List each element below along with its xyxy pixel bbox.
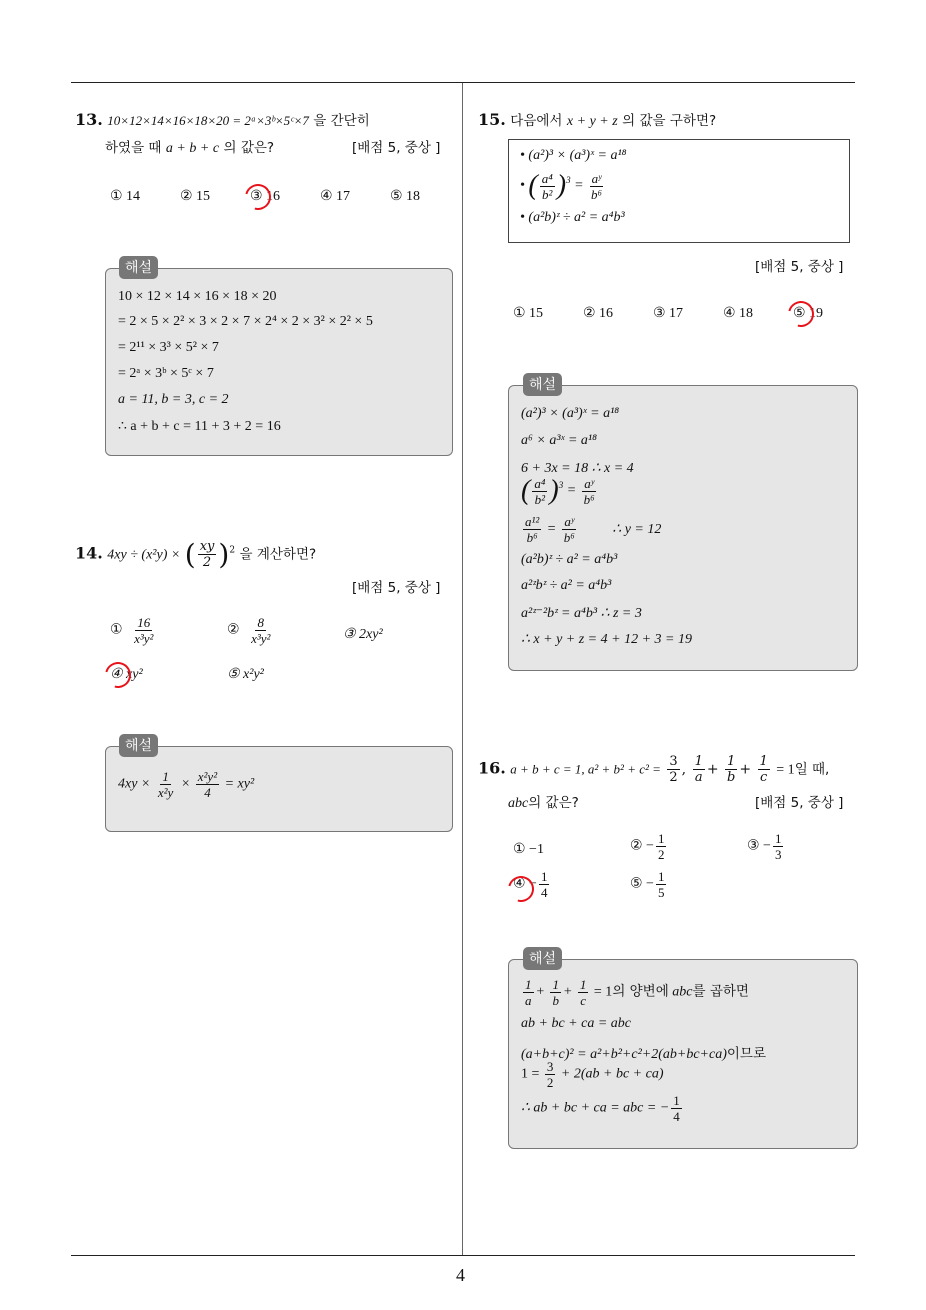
q14-solution-tag: 해설 <box>119 734 158 757</box>
q13-stem-text: 을 간단히 <box>313 113 370 129</box>
q13-option-4[interactable]: ④ 17 <box>320 189 351 204</box>
q14-solution: 4xy × $\frac{1}{\text{x²y}}$ × $\frac{\text{x²y²}}{4}$ = xy² <box>118 769 255 800</box>
bottom-rule <box>71 1255 855 1256</box>
q15-sol-line-3: 6 + 3x = 18 ∴ x = 4 <box>521 461 634 476</box>
q13-stem-math: 10×12×14×16×18×20 = 2ᵃ×3ᵇ×5ᶜ×7 <box>107 113 309 128</box>
q13-sol-line-6: ∴ a + b + c = 11 + 3 + 2 = 16 <box>118 419 281 434</box>
q16-sol-line-3: (a+b+c)² = a²+b²+c²+2(ab+bc+ca)이므로 <box>521 1046 766 1062</box>
q15-condition-3: • (a²b)ᶻ ÷ a² = a⁴b³ <box>520 210 625 225</box>
q15-sol-line-1: (a²)³ × (a³)ˣ = a¹⁸ <box>521 406 620 421</box>
q16-meta: [배점 5, 중상 ] <box>755 795 844 811</box>
q14-stem: 14. 4xy ÷ (x²y) × ( $\frac{xy}{2}$ )$^2$ 을 계산하면? <box>75 538 317 571</box>
q16-number: 16. <box>478 758 506 778</box>
q16-option-5[interactable]: ⑤ − $\frac{1}{5}$ <box>630 869 665 900</box>
q15-sol-line-7: a²ᶻbᶻ ÷ a² = a⁴b³ <box>521 578 612 593</box>
q16-option-4[interactable]: ④ − $\frac{1}{4}$ <box>513 869 548 900</box>
q13-solution-tag: 해설 <box>119 256 158 279</box>
q16-option-3[interactable]: ③ − $\frac{1}{3}$ <box>747 831 782 862</box>
q15-solution-tag: 해설 <box>523 373 562 396</box>
q14-option-5[interactable]: ⑤ x²y² <box>227 667 264 682</box>
q15-stem: 15. 다음에서 x + y + z 의 값을 구하면? <box>478 110 717 129</box>
q15-option-3[interactable]: ③ 17 <box>653 306 684 321</box>
q14-meta: [배점 5, 중상 ] <box>352 580 441 596</box>
q16-sol-line-4: 1 = $\frac{3}{2}$ + 2(ab + bc + ca) <box>521 1059 664 1090</box>
q15-option-5[interactable]: ⑤ 19 <box>793 306 824 321</box>
q15-option-2[interactable]: ② 16 <box>583 306 614 321</box>
q15-sol-line-8: a²ᶻ⁻²bᶻ = a⁴b³ ∴ z = 3 <box>521 606 642 621</box>
q13-answer-circle <box>240 179 276 215</box>
q14-option-2[interactable]: ② $\frac{8}{\text{x³y²}}$ <box>227 615 271 646</box>
q15-condition-2: • ( $\frac{\text{a⁴}}{\text{b²}}$ )$^3$ = $\frac{\text{aʸ}}{\text{b⁶}}$ <box>520 170 603 202</box>
q13-option-3[interactable]: ③ 16 <box>250 189 281 204</box>
q14-option-3[interactable]: ③ 2xy² <box>343 627 383 642</box>
q16-option-2[interactable]: ② − $\frac{1}{2}$ <box>630 831 665 862</box>
q14-answer-circle <box>100 657 136 693</box>
q13-option-2[interactable]: ② 15 <box>180 189 211 204</box>
q13-sol-line-3: = 2¹¹ × 3³ × 5² × 7 <box>118 340 219 355</box>
q14-number: 14. <box>75 543 103 563</box>
q13-sol-line-4: = 2ᵃ × 3ᵇ × 5ᶜ × 7 <box>118 366 214 381</box>
q13-option-1[interactable]: ① 14 <box>110 189 141 204</box>
q16-option-1[interactable]: ① −1 <box>513 842 544 857</box>
q16-sol-line-5: ∴ ab + bc + ca = abc = − $\frac{1}{4}$ <box>521 1093 680 1124</box>
q16-stem-line2: abc의 값은? <box>508 795 579 811</box>
q15-sol-line-5: $\frac{\text{a¹²}}{\text{b⁶}}$ = $\frac{\text{aʸ}}{\text{b⁶}}$ ∴ y = 12 <box>525 514 662 545</box>
q14-option-4[interactable]: ④ xy² <box>110 667 143 682</box>
q13-stem-line2: 하였을 때 a + b + c 의 값은? <box>105 140 275 156</box>
q13-stem-line1 <box>75 109 370 129</box>
q15-option-4[interactable]: ④ 18 <box>723 306 754 321</box>
q15-number: 15. <box>478 110 506 129</box>
q15-sol-line-2: a⁶ × a³ˣ = a¹⁸ <box>521 433 597 448</box>
q15-answer-circle <box>783 296 819 332</box>
q13-meta: [배점 5, 중상 ] <box>352 140 441 156</box>
q15-condition-1: • (a²)³ × (a³)ˣ = a¹⁸ <box>520 148 627 163</box>
q15-sol-line-6: (a²b)ᶻ ÷ a² = a⁴b³ <box>521 552 618 567</box>
q16-sol-line-1: $\frac{1}{a}$ + $\frac{1}{b}$ + $\frac{1}{c}$ = 1의 양변에 abc를 곱하면 <box>525 977 749 1008</box>
page-number: 4 <box>456 1265 465 1285</box>
q15-sol-line-4: ( $\frac{\text{a⁴}}{\text{b²}}$ )$^3$ = $\frac{\text{aʸ}}{\text{b⁶}}$ <box>521 475 595 507</box>
column-divider <box>462 83 463 1255</box>
q13-sol-line-2: = 2 × 5 × 2² × 3 × 2 × 7 × 2⁴ × 2 × 3² × 2² × 5 <box>118 314 373 329</box>
q13-sol-line-1: 10 × 12 × 14 × 16 × 18 × 20 <box>118 289 277 304</box>
q15-sol-line-9: ∴ x + y + z = 4 + 12 + 3 = 19 <box>521 632 692 647</box>
q15-option-1[interactable]: ① 15 <box>513 306 544 321</box>
top-rule <box>71 82 855 83</box>
q16-sol-line-2: ab + bc + ca = abc <box>521 1016 631 1031</box>
q16-stem-line1: 16. a + b + c = 1, a² + b² + c² = $\frac{3}{2}$ , $\frac{1}{a}$ + $\frac{1}{b}$ + $\frac{1}{c}$ = 1일 때, <box>478 754 830 785</box>
q16-solution-tag: 해설 <box>523 947 562 970</box>
q14-stem-fraction: $\frac{xy}{2}$ <box>199 539 215 570</box>
q15-meta: [배점 5, 중상 ] <box>755 259 844 275</box>
q13-sol-line-5: a = 11, b = 3, c = 2 <box>118 392 229 407</box>
q13-option-5[interactable]: ⑤ 18 <box>390 189 421 204</box>
q14-option-1[interactable]: ① $\frac{16}{\text{x³y²}}$ <box>110 615 154 646</box>
q13-number: 13. <box>75 110 103 129</box>
